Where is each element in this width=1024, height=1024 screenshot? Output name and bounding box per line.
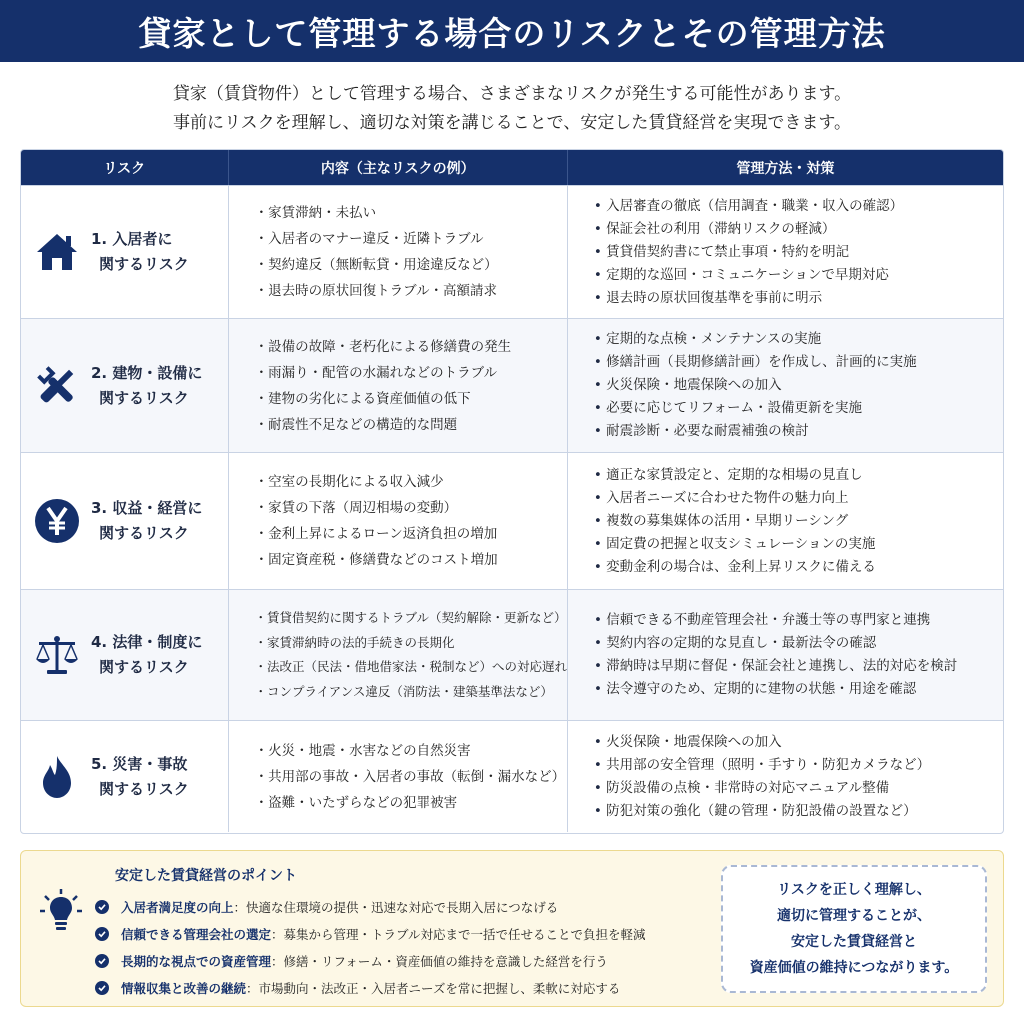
list-item: • 複数の募集媒体の活用・早期リーシング bbox=[594, 510, 1003, 533]
list-item: ・ 雨漏り・配管の水漏れなどのトラブル bbox=[255, 360, 567, 386]
list-item: • 入居者ニーズに合わせた物件の魅力向上 bbox=[594, 487, 1003, 510]
risk-label-line1: 5. 災害・事故 bbox=[91, 754, 188, 773]
table-header bbox=[21, 150, 1003, 185]
risk-label-line1: 1. 入居者に bbox=[91, 230, 173, 248]
summary-line: リスクを正しく理解し、 bbox=[777, 882, 931, 898]
points-panel bbox=[20, 850, 1004, 1007]
risk-label-line2: 関するリスク bbox=[99, 524, 189, 542]
page-title: 貸家として管理する場合のリスクとその管理方法 bbox=[138, 13, 886, 53]
summary-line: 資産価値の維持につながります。 bbox=[749, 960, 959, 976]
list-item bbox=[95, 974, 646, 1001]
header-contents: 内容（主なリスクの例） bbox=[229, 150, 568, 185]
list-item: • 適正な家賃設定と、定期的な相場の見直し bbox=[594, 464, 1003, 487]
points-list bbox=[95, 893, 646, 1001]
list-item: ・ 金利上昇によるローン返済負担の増加 bbox=[255, 521, 567, 547]
list-item: • 定期的な点検・メンテナンスの実施 bbox=[594, 328, 1003, 351]
table-row bbox=[21, 185, 1003, 318]
list-item: • 信頼できる不動産管理会社・弁護士等の専門家と連携 bbox=[594, 609, 1003, 632]
list-item: ・ 固定資産税・修繕費などのコスト増加 bbox=[255, 547, 567, 573]
intro-line-1: 貸家（賃貸物件）として管理する場合、さまざまなリスクが発生する可能性があります。 bbox=[172, 84, 852, 104]
contents-cell bbox=[229, 590, 569, 720]
list-item: • 定期的な巡回・コミュニケーションで早期対応 bbox=[594, 264, 1003, 287]
header-measures: 管理方法・対策 bbox=[736, 160, 835, 177]
list-item bbox=[95, 920, 646, 947]
points-title: 安定した賃貸経営のポイント bbox=[115, 868, 297, 884]
contents-cell bbox=[229, 721, 568, 832]
summary-box bbox=[721, 865, 987, 993]
contents-cell bbox=[229, 319, 568, 452]
risk-label-line1: 3. 収益・経営に bbox=[91, 499, 203, 517]
risk-cell bbox=[21, 721, 229, 832]
check-icon bbox=[95, 927, 109, 941]
list-item: ・ コンプライアンス違反（消防法・建築基準法など） bbox=[255, 680, 568, 705]
list-item: • 火災保険・地震保険への加入 bbox=[594, 374, 1003, 397]
list-item: ・ 法改正（民法・借地借家法・税制など）への対応遅れ bbox=[255, 655, 568, 680]
list-item: ・ 家賃滞納時の法的手続きの長期化 bbox=[255, 631, 568, 656]
summary-line: 適切に管理することが、 bbox=[777, 908, 931, 924]
list-item: • 耐震診断・必要な耐震補強の検討 bbox=[594, 420, 1003, 443]
title-banner bbox=[0, 0, 1024, 62]
list-item: ・ 契約違反（無断転貸・用途違反など） bbox=[255, 252, 567, 278]
table-row bbox=[21, 452, 1003, 589]
measures-cell bbox=[568, 590, 1003, 720]
list-item: ・ 火災・地震・水害などの自然災害 bbox=[255, 738, 567, 764]
house-icon bbox=[33, 228, 81, 276]
tools-icon bbox=[33, 362, 81, 410]
measures-cell bbox=[568, 453, 1003, 589]
yen-icon bbox=[33, 497, 81, 545]
list-item: • 退去時の原状回復基準を事前に明示 bbox=[594, 287, 1003, 310]
list-item: ・ 退去時の原状回復トラブル・高額請求 bbox=[255, 278, 567, 304]
list-item bbox=[95, 893, 646, 920]
list-item: ・ 耐震性不足などの構造的な問題 bbox=[255, 412, 567, 438]
list-item: • 防災設備の点検・非常時の対応マニュアル整備 bbox=[594, 777, 1003, 800]
contents-cell bbox=[229, 453, 568, 589]
list-item: • 修繕計画（長期修繕計画）を作成し、計画的に実施 bbox=[594, 351, 1003, 374]
risk-label-line2: 関するリスク bbox=[99, 779, 189, 798]
check-icon bbox=[95, 981, 109, 995]
intro-line-2: 事前にリスクを理解し、適切な対策を講じることで、安定した賃貸経営を実現できます。 bbox=[173, 113, 851, 133]
list-item: • 固定費の把握と収支シミュレーションの実施 bbox=[594, 533, 1003, 556]
list-item: ・ 建物の劣化による資産価値の低下 bbox=[255, 386, 567, 412]
point-text: ：市場動向・法改正・入居者ニーズを常に把握し、柔軟に対応する bbox=[246, 980, 621, 996]
list-item: • 保証会社の利用（滞納リスクの軽減） bbox=[594, 218, 1003, 241]
list-item: ・ 設備の故障・老朽化による修繕費の発生 bbox=[255, 334, 567, 360]
table-row bbox=[21, 720, 1003, 832]
risk-label-line1: 2. 建物・設備に bbox=[91, 363, 203, 382]
point-key: 情報収集と改善の継続 bbox=[121, 980, 247, 996]
list-item: ・ 盗難・いたずらなどの犯罪被害 bbox=[255, 790, 567, 816]
summary-line: 安定した賃貸経営と bbox=[791, 934, 917, 950]
risk-cell bbox=[21, 186, 229, 318]
list-item: • 契約内容の定期的な見直し・最新法令の確認 bbox=[594, 632, 1003, 655]
intro-text bbox=[0, 80, 1024, 138]
risk-label-line2: 関するリスク bbox=[99, 658, 189, 676]
risk-label-line1: 4. 法律・制度に bbox=[91, 633, 203, 651]
list-item: • 変動金利の場合は、金利上昇リスクに備える bbox=[594, 556, 1003, 579]
list-item: ・ 空室の長期化による収入減少 bbox=[255, 469, 567, 495]
measures-cell bbox=[568, 319, 1003, 452]
list-item: • 法令遵守のため、定期的に建物の状態・用途を確認 bbox=[594, 678, 1003, 701]
risk-cell bbox=[21, 319, 229, 452]
list-item: ・ 家賃滞納・未払い bbox=[255, 200, 567, 226]
list-item: ・ 入居者のマナー違反・近隣トラブル bbox=[255, 226, 567, 252]
list-item bbox=[95, 947, 646, 974]
measures-cell bbox=[568, 186, 1003, 318]
table-row bbox=[21, 589, 1003, 720]
point-key: 信頼できる管理会社の選定 bbox=[121, 926, 272, 942]
list-item: • 賃貸借契約書にて禁止事項・特約を明記 bbox=[594, 241, 1003, 264]
point-text: ：快適な住環境の提供・迅速な対応で長期入居につなげる bbox=[233, 899, 559, 915]
table-row bbox=[21, 318, 1003, 452]
risk-label-line2: 関するリスク bbox=[99, 388, 189, 407]
point-key: 入居者満足度の向上 bbox=[121, 899, 234, 915]
list-item: • 入居審査の徹底（信用調査・職業・収入の確認） bbox=[594, 195, 1003, 218]
measures-cell bbox=[568, 721, 1003, 832]
list-item: • 必要に応じてリフォーム・設備更新を実施 bbox=[594, 397, 1003, 420]
lightbulb-icon bbox=[37, 887, 85, 935]
point-text: ：修繕・リフォーム・資産価値の維持を意識した経営を行う bbox=[271, 953, 608, 969]
list-item: • 火災保険・地震保険への加入 bbox=[594, 731, 1003, 754]
contents-cell bbox=[229, 186, 568, 318]
check-icon bbox=[95, 954, 109, 968]
list-item: ・ 共用部の事故・入居者の事故（転倒・漏水など） bbox=[255, 764, 567, 790]
header-risk: リスク bbox=[21, 150, 229, 185]
risk-cell bbox=[21, 453, 229, 589]
list-item: • 防犯対策の強化（鍵の管理・防犯設備の設置など） bbox=[594, 800, 1003, 823]
scales-icon bbox=[33, 631, 81, 679]
risk-cell bbox=[21, 590, 229, 720]
fire-icon bbox=[33, 753, 81, 801]
list-item: ・ 家賃の下落（周辺相場の変動） bbox=[255, 495, 567, 521]
check-icon bbox=[95, 900, 109, 914]
risk-table bbox=[20, 149, 1004, 834]
list-item: ・ 賃貸借契約に関するトラブル（契約解除・更新など） bbox=[255, 606, 568, 631]
point-text: ：募集から管理・トラブル対応まで一括で任せることで負担を軽減 bbox=[271, 926, 646, 942]
list-item: • 共用部の安全管理（照明・手すり・防犯カメラなど） bbox=[594, 754, 1003, 777]
point-key: 長期的な視点での資産管理 bbox=[121, 953, 272, 969]
risk-label-line2: 関するリスク bbox=[99, 255, 189, 273]
list-item: • 滞納時は早期に督促・保証会社と連携し、法的対応を検討 bbox=[594, 655, 1003, 678]
